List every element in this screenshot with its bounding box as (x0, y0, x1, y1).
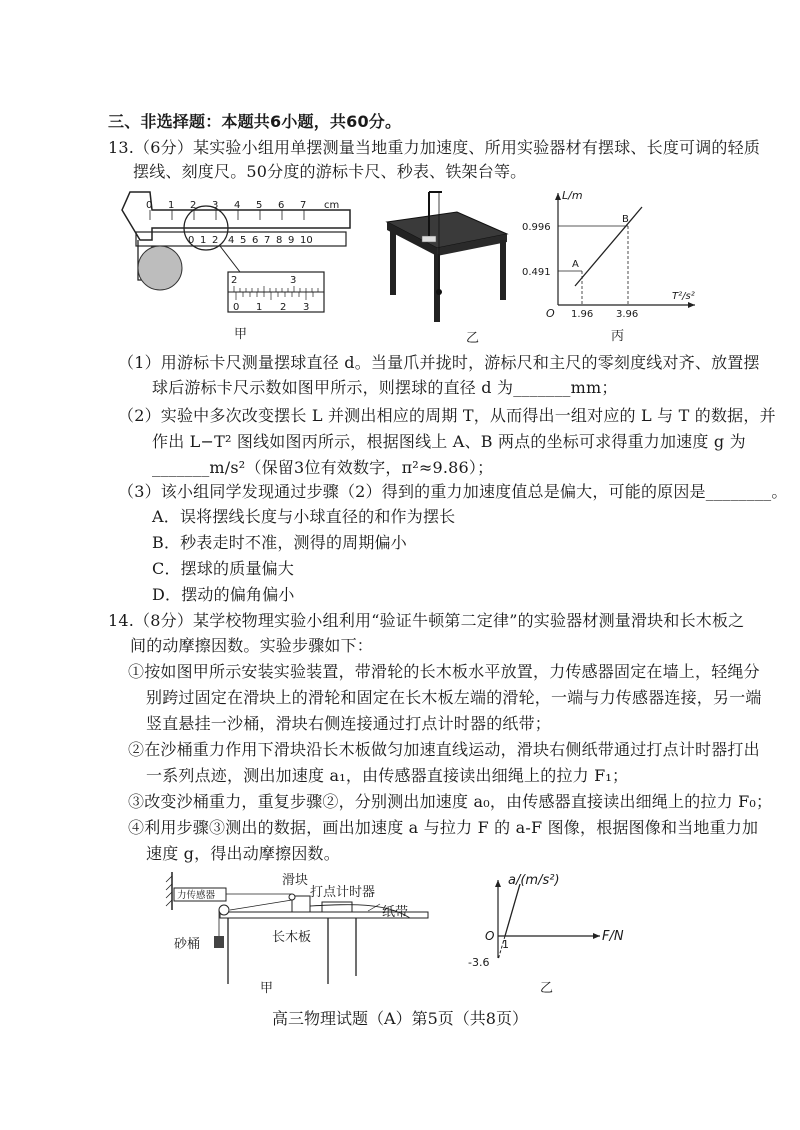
zoom-bottom-1: 1 (256, 302, 263, 313)
slider-label: 滑块 (282, 873, 309, 888)
q14-step4-line1: ④利用步骤③测出的数据，画出加速度 a 与拉力 F 的 a-F 图像，根据图像和当地重力加 (128, 818, 759, 837)
table-leg-3 (500, 240, 506, 300)
tape-leader (368, 904, 380, 911)
point-b-label: B (622, 214, 629, 225)
origin-label: O (546, 307, 555, 320)
stand-base (422, 236, 436, 242)
y-tick-0491: 0.491 (522, 267, 551, 278)
q14-step4-line2: 速度 g，得出动摩擦因数。 (146, 844, 340, 863)
pulley-left (219, 905, 229, 915)
a-axis-arrow (495, 880, 501, 887)
vernier-tick-5: 5 (240, 235, 247, 246)
zoom-bottom-2: 2 (280, 302, 287, 313)
fig-label-jia: 甲 (234, 327, 248, 342)
timer-label: 打点计时器 (310, 885, 376, 900)
q13-option-c: C．摆球的质量偏大 (152, 559, 295, 578)
vernier-tick-6: 6 (252, 235, 259, 246)
main-scale-ticks (150, 210, 304, 220)
zoom-leader (220, 246, 240, 272)
timer-device (322, 902, 352, 912)
vernier-tick-7: 7 (264, 235, 271, 246)
a-axis-label: a/(m/s²) (508, 873, 560, 888)
tape-label: 纸带 (382, 905, 409, 920)
x-axis-label: T²/s² (672, 291, 695, 302)
q14-step2-line2: 一系列点迹，测出加速度 a₁，由传感器直接读出细绳上的拉力 F₁； (146, 766, 629, 785)
x-tick-196: 1.96 (571, 309, 594, 320)
wall-hatch (166, 876, 172, 906)
vernier-tick-10: 10 (300, 235, 313, 246)
q14-stem-line1: 14.（8分）某学校物理实验小组利用“验证牛顿第二定律”的实验器材测量滑块和长木板之 (108, 611, 745, 630)
q13-part2-line1: （2）实验中多次改变摆长 L 并测出相应的周期 T，从而得出一组对应的 L 与 T 的数据，并 (118, 406, 776, 425)
fig-label-yi: 乙 (466, 331, 480, 345)
q14-step1-line3: 竖直悬挂一沙桶，滑块右侧连接通过打点计时器的纸带； (146, 714, 552, 733)
q13-part2-line3: _______m/s²（保留3位有效数字，π²≈9.86）； (152, 458, 494, 477)
q13-part3: （3）该小组同学发现通过步骤（2）得到的重力加速度值总是偏大，可能的原因是________。 (118, 482, 788, 501)
q14-step1-line2: 别跨过固定在滑块上的滑轮和固定在长木板左端的滑轮，一端与力传感器连接，另一端 (146, 688, 762, 707)
zoom-top-3: 3 (290, 275, 297, 286)
apparatus-fig-label: 甲 (260, 981, 274, 996)
point-a-label: A (572, 259, 579, 270)
section-heading: 三、非选择题：本题共6小题，共60分。 (108, 112, 402, 131)
main-tick-3: 3 (212, 200, 219, 211)
x-axis-arrow (688, 302, 695, 308)
zoom-top-2: 2 (231, 275, 238, 286)
page-footer: 高三物理试题（A）第5页（共8页） (272, 1009, 528, 1028)
main-tick-1: 1 (168, 200, 175, 211)
board-label: 长木板 (272, 930, 312, 945)
main-scale-unit: cm (324, 200, 340, 211)
apparatus-figure (160, 866, 435, 998)
zoom-bottom-3: 3 (303, 302, 310, 313)
sand-bucket (214, 936, 224, 948)
af-line (505, 884, 520, 936)
y-axis-label: L/m (562, 189, 583, 202)
x-tick-396: 3.96 (616, 309, 639, 320)
q13-part2-line2: 作出 L−T² 图线如图丙所示，根据图线上 A、B 两点的坐标可求得重力加速度 g 为 (152, 432, 746, 451)
q14-step1-line1: ①按如图甲所示安装实验装置，带滑轮的长木板水平放置，力传感器固定在墙上，轻绳分 (128, 662, 760, 681)
table-leg-1 (390, 230, 396, 295)
fit-line (575, 207, 642, 286)
q13-stem-line2: 摆线、刻度尺。50分度的游标卡尺、秒表、铁架台等。 (133, 162, 527, 181)
af-fig-label: 乙 (540, 981, 554, 996)
q13-option-d: D．摆动的偏角偏小 (152, 585, 295, 604)
l-t2-graph (520, 185, 700, 345)
vernier-tick-2: 2 (212, 235, 219, 246)
y-axis-arrow (555, 193, 561, 200)
zoom-bottom-0: 0 (233, 302, 240, 313)
f-axis-arrow (593, 933, 600, 939)
a-f-graph (460, 866, 640, 998)
vernier-tick-9: 9 (288, 235, 295, 246)
force-sensor-label: 力传感器 (177, 890, 216, 901)
vernier-tick-8: 8 (276, 235, 283, 246)
main-tick-0: 0 (146, 200, 153, 211)
vernier-tick-0: 0 (188, 235, 195, 246)
q14-step3: ③改变沙桶重力，重复步骤②，分别测出加速度 a₀，由传感器直接读出细绳上的拉力 F₀； (128, 792, 773, 811)
f-intercept-label: 1 (502, 938, 509, 951)
fig-label-bing: 丙 (611, 329, 625, 344)
q13-option-b: B．秒表走时不准，测得的周期偏小 (152, 533, 407, 552)
q14-step2-line1: ②在沙桶重力作用下滑块沿长木板做匀加速直线运动，滑块右侧纸带通过打点计时器打出 (128, 740, 760, 759)
pendulum-ball (138, 246, 182, 290)
main-tick-7: 7 (300, 200, 307, 211)
af-origin-label: O (485, 929, 495, 943)
q14-stem-line2: 间的动摩擦因数。实验步骤如下： (130, 636, 374, 655)
vernier-tick-4: 4 (228, 235, 235, 246)
main-tick-6: 6 (278, 200, 285, 211)
pendulum-bob (436, 289, 442, 295)
pendulum-stand-figure (382, 182, 512, 345)
bucket-label: 砂桶 (174, 937, 201, 952)
caliper-figure (110, 180, 360, 345)
q13-stem-line1: 13.（6分）某实验小组用单摆测量当地重力加速度、所用实验器材有摆球、长度可调的轻质 (108, 138, 761, 157)
q13-option-a: A．误将摆线长度与小球直径的和作为摆长 (152, 507, 456, 526)
f-axis-label: F/N (602, 929, 624, 944)
pulley-slider (289, 894, 295, 900)
main-tick-5: 5 (256, 200, 263, 211)
rope-lower (230, 900, 292, 910)
vernier-tick-1: 1 (200, 235, 207, 246)
q13-part1-line2: 球后游标卡尺示数如图甲所示，则摆球的直径 d 为_______mm； (152, 378, 618, 397)
main-tick-2: 2 (190, 200, 197, 211)
q13-part1-line1: （1）用游标卡尺测量摆球直径 d。当量爪并拢时，游标尺和主尺的零刻度线对齐、放置摆 (118, 353, 760, 372)
y-tick-0996: 0.996 (522, 222, 551, 233)
a-intercept-label: -3.6 (468, 956, 490, 969)
main-tick-4: 4 (234, 200, 241, 211)
